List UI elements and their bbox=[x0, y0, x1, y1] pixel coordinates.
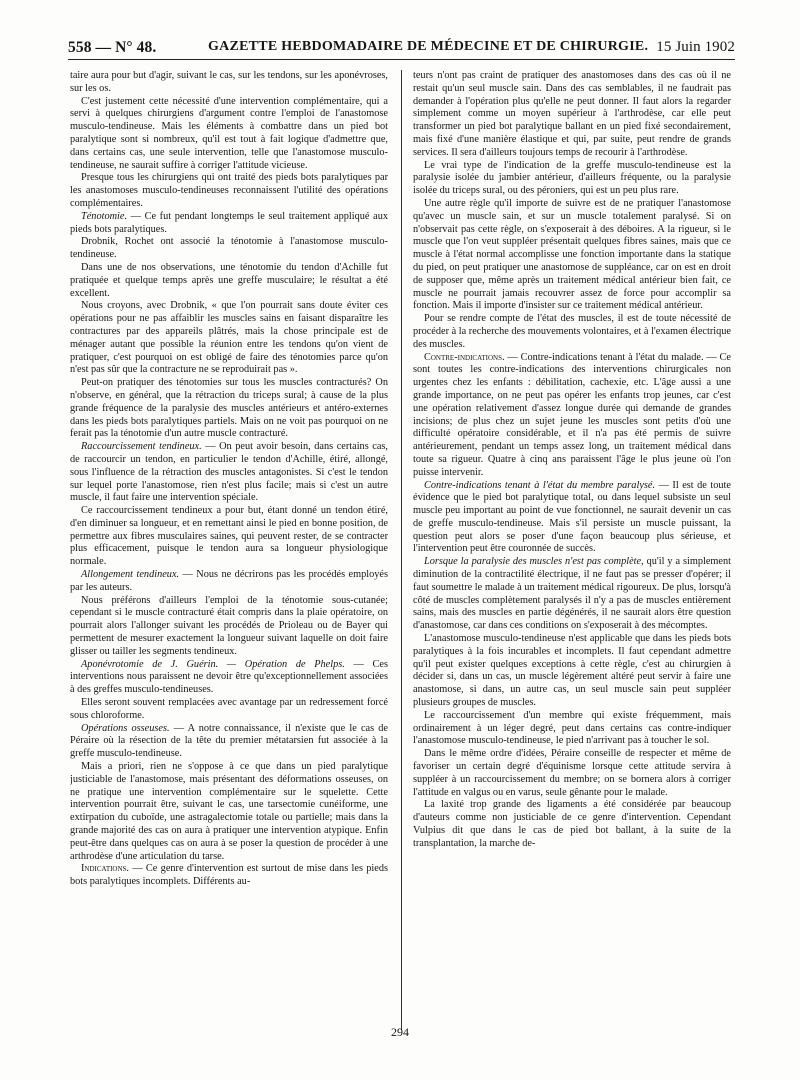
paragraph-lead: Ténotomie. bbox=[81, 210, 128, 222]
paragraph bbox=[413, 710, 731, 748]
paragraph-text: — On peut avoir besoin, dans certains cas, de raccourcir un tendon, en particulier le tendon d'Achille, étiré, allongé, sous l'influence de la rétraction des muscles antagonistes. Si c'est le tendon sur lequel porte l'anastomose, rien n'est plus facile; mais si c'est un autre muscle, il faut faire une intervention spéciale. bbox=[70, 441, 388, 504]
paragraph bbox=[413, 480, 731, 557]
paragraph-lead: Contre-indications. bbox=[424, 351, 505, 363]
paragraph bbox=[70, 697, 388, 723]
paragraph bbox=[413, 70, 731, 160]
paragraph-text: — Il est de toute évidence que le pied bot paralytique total, ou dans lequel subsiste un seul muscle peu important au point de vue fonctionnel, ne saurait devenir un cas de greffe musculo-tendineuse. Mais s'il persiste un muscle puissant, la question peut alors se poser d'une façon beaucoup plus sérieuse, et l'intervention peut être couronnée de succès. bbox=[413, 479, 731, 555]
paragraph bbox=[70, 863, 388, 889]
paragraph-text: La laxité trop grande des ligaments a été considérée par beaucoup d'auteurs comme non justiciable de ce genre d'intervention. Cependant Vulpius dit que dans le cas de pied bot ballant, à la suite de la transplantation, la marche de- bbox=[413, 799, 731, 849]
paragraph bbox=[413, 799, 731, 850]
folio-number: 294 bbox=[391, 1025, 409, 1039]
paragraph-text: Pour se rendre compte de l'état des muscles, il est de toute nécessité de procéder à la recherche des mouvements volontaires, et à l'examen électrique des muscles. bbox=[413, 313, 731, 350]
paragraph-text: — A notre connaissance, il n'existe que le cas de Péraire où la résection de la tête du premier métatarsien fut associée à la greffe musculo-tendineuse. bbox=[70, 722, 388, 760]
paragraph-text: — Ce genre d'intervention est surtout de mise dans les pieds bots paralytiques incomplets. Différents au- bbox=[70, 863, 388, 888]
paragraph bbox=[413, 198, 731, 313]
paragraph bbox=[413, 633, 731, 710]
paragraph-text: Drobnik, Rochet ont associé la ténotomie à l'anastomose musculo-tendineuse. bbox=[70, 236, 388, 261]
paragraph-text: taire aura pour but d'agir, suivant le cas, sur les tendons, sur les aponévroses, sur les os. bbox=[70, 70, 388, 94]
paragraph-lead: Allongement tendineux. bbox=[81, 569, 180, 581]
paragraph bbox=[70, 377, 388, 441]
paragraph-lead: Opérations osseuses. bbox=[81, 722, 170, 734]
paragraph bbox=[70, 441, 388, 505]
paragraph-text: — Nous ne décrirons pas les procédés employés par les auteurs. bbox=[70, 569, 388, 593]
paragraph-text: Nous préférons d'ailleurs l'emploi de la ténotomie sous-cutanée; cependant si le muscle contracturé était compris dans la plaie opératoire, on pourrait alors l'allonger suivant les procédés de Prioleau ou de Bayer qui permettent de mesurer exactement la longueur suivant laquelle on doit faire glisser ou tailler les segments tendineux. bbox=[70, 594, 388, 657]
left-column bbox=[70, 70, 388, 1050]
paragraph-text: C'est justement cette nécessité d'une intervention complémentaire, qui a servi à quelques chirurgiens d'argument contre l'emploi de l'anastomose musculo-tendineuse. Mais les éléments à combattre dans un pied bot paralytique sont si nombreux, qu'il est tout à fait logique d'admettre que, dans certains cas, une seule intervention, telle que l'anastomose musculo-tendineuse, ne saurait suffire à corriger l'attitude vicieuse. bbox=[70, 95, 388, 171]
paragraph-text: Dans une de nos observations, une ténotomie du tendon d'Achille fut pratiquée et quelque temps après une greffe musculaire; le résultat a été excellent. bbox=[70, 261, 388, 299]
paragraph-lead: Indications. bbox=[81, 863, 130, 875]
paragraph-text: Le raccourcissement d'un membre qui existe fréquemment, mais ordinairement à un léger degré, peut dans certains cas contre-indiquer l'anastomose musculo-tendineuse, le pied n'arrivant pas à toucher le sol. bbox=[413, 709, 731, 747]
paragraph-text: Une autre règle qu'il importe de suivre est de ne pratiquer l'anastomose qu'avec un muscle sain, et sur un muscle totalement paralysé. Si on n'observait pas cette règle, on s'exposerait à des déboires. A la rigueur, si le muscle que l'on veut suppléer présentait quelques fibres saines, mais que ce muscle à l'état normal accomplisse une fonction importante dans la statique du pied, on peut pratiquer une anastomose de suppléance, car on est en droit de supposer que, même après un traitement médical antérieur bien fait, ce muscle ne pourrait jamais recouvrer assez de force pour accomplir sa fonction. Mais il importe d'insister sur ce traitement médical antérieur. bbox=[413, 197, 731, 312]
header-rule bbox=[68, 59, 735, 60]
paragraph-text: Le vrai type de l'indication de la greffe musculo-tendineuse est la paralysie isolée du jambier antérieur, d'ailleurs fréquente, ou la paralysie isolée du triceps sural, ou des péroniers, qui est un peu plus rare. bbox=[413, 159, 731, 197]
paragraph bbox=[70, 659, 388, 697]
paragraph-text: Peut-on pratiquer des ténotomies sur tous les muscles contracturés? On n'observe, en général, que la rétraction du triceps sural; à cause de la plus grande fréquence de la paralysie des muscles antérieurs et antéro-externes dans les pieds bots paralytiques partiels. Mais on ne voit pas pourquoi on ne ferait pas la ténotomie d'un autre muscle contracturé. bbox=[70, 377, 388, 440]
paragraph bbox=[70, 595, 388, 659]
paragraph-text: Ce raccourcissement tendineux a pour but, étant donné un tendon étiré, d'en diminuer sa longueur, et en remettant ainsi le pied en bonne position, de permettre aux fibres musculaires saines, qui peuvent rester, de se contracter plus efficacement, puisque le tendon aura sa longueur physiologique normale. bbox=[70, 505, 388, 568]
paragraph bbox=[70, 723, 388, 761]
paragraph-text: — Ces interventions nous paraissent ne devoir être qu'exceptionnellement associées à des greffes musculo-tendineuses. bbox=[70, 658, 388, 696]
paragraph bbox=[70, 300, 388, 377]
paragraph bbox=[70, 236, 388, 262]
journal-title: GAZETTE HEBDOMADAIRE DE MÉDECINE ET DE CHIRURGIE. bbox=[208, 39, 649, 54]
paragraph bbox=[413, 556, 731, 633]
paragraph bbox=[70, 505, 388, 569]
paragraph-lead: Raccourcissement tendineux. bbox=[81, 441, 202, 453]
paragraph-text: Presque tous les chirurgiens qui ont traité des pieds bots paralytiques par les anastomoses musculo-tendineuses reconnaissent l'utilité des opérations complémentaires. bbox=[70, 172, 388, 209]
paragraph-text: L'anastomose musculo-tendineuse n'est applicable que dans les pieds bots paralytiques à la fois incurables et incomplets. Il faut cependant admettre qu'il peut exister quelques exceptions à cette règle, c'est au chirurgien à décider si, dans un cas, un muscle légèrement altéré peut servir à faire une anastomose, si dans, un autre cas, un seul muscle sain peut suppléer plusieurs groupes de muscles. bbox=[413, 633, 731, 709]
paragraph bbox=[413, 352, 731, 480]
paragraph bbox=[70, 70, 388, 96]
page-number: 558 — N° 48. bbox=[68, 39, 157, 56]
paragraph-text: Nous croyons, avec Drobnik, « que l'on pourrait sans doute éviter ces opérations pour ne pas affaiblir les muscles sains en faisant disparaître les contractures par des appareils plâtrés, mais la chose principale est de ménager autant que possible la réunion entre les tendons qu'on vient de pratiquer, c'est pourquoi on est obligé de faire des ténotomies parce qu'on n'est pas sûr que la contracture ne se reproduirait pas ». bbox=[70, 300, 388, 376]
running-header bbox=[68, 39, 735, 65]
paragraph bbox=[413, 160, 731, 198]
column-divider bbox=[401, 70, 402, 1030]
paragraph bbox=[70, 761, 388, 863]
paragraph bbox=[413, 313, 731, 351]
paragraph-lead: Contre-indications tenant à l'état du membre paralysé. bbox=[424, 479, 656, 491]
paragraph-lead: Lorsque la paralysie des muscles n'est pas complète, bbox=[424, 556, 644, 568]
paragraph-text: qu'il y a simplement diminution de la contractilité électrique, il ne faut pas se presser d'opérer; il faut soumettre le malade à un traitement médical rigoureux. De plus, lorsqu'à côté de muscles complètement paralysés il n'y a pas de muscles entièrement sains, mais des muscles en partie dégénérés, il ne saurait alors être question d'anastomose, car dans ces conditions on s'exposerait à des mécomptes. bbox=[413, 556, 731, 632]
paragraph bbox=[70, 262, 388, 300]
paragraph-text: — Contre-indications tenant à l'état du malade. — Ce sont toutes les contre-indications des interventions chirurgicales non urgentes chez les enfants : débilitation, cachexie, etc. L'âge aussi a une grande importance, on ne peut pas opérer les enfants trop jeunes, car c'est une opération relativement d'assez longue durée qui demande de grandes incisions; de plus chez un sujet jeune les muscles sont petits d'où une difficulté opératoire considérable, et il n'a pas été permis de suivre antérieurement, pendant un temps assez long, un traitement médical dans toute sa rigueur. Quatre à cinq ans paraissent l'âge le plus jeune où l'on puisse intervenir. bbox=[413, 351, 731, 478]
paragraph-text: Mais a priori, rien ne s'oppose à ce que dans un pied paralytique justiciable de l'anastomose, mais présentant des déformations osseuses, on ne pratique une intervention complémentaire sur le squelette. Cette intervention pourrait être, suivant le cas, une tarsectomie cunéiforme, une extirpation du cuboïde, une astragalectomie totale ou partielle; mais dans la grande majorité des cas on aura à pratiquer une intervention atypique. Enfin peut-être dans quelques cas on aura à se poser la question de procéder à une arthrodèse d'une articulation du tarse. bbox=[70, 761, 388, 862]
paragraph bbox=[70, 96, 388, 173]
paragraph bbox=[70, 211, 388, 237]
paragraph bbox=[70, 569, 388, 595]
paragraph-lead: Aponévrotomie de J. Guérin. — Opération de Phelps. bbox=[81, 658, 345, 670]
paragraph-text: Elles seront souvent remplacées avec avantage par un redressement forcé sous chloroforme. bbox=[70, 697, 388, 721]
issue-date: 15 Juin 1902 bbox=[656, 39, 735, 55]
paragraph-text: — Ce fut pendant longtemps le seul traitement appliqué aux pieds bots paralytiques. bbox=[70, 210, 388, 235]
paragraph bbox=[70, 172, 388, 210]
paragraph-text: Dans le même ordre d'idées, Péraire conseille de respecter et même de favoriser un certain degré d'équinisme lorsque cette attitude servira à suppléer à un raccourcissement du membre; on se bornera alors à corriger l'attitude en valgus ou en varus, seule gênante pour le malade. bbox=[413, 748, 731, 798]
paragraph-text: teurs n'ont pas craint de pratiquer des anastomoses dans des cas où il ne restait qu'un seul muscle sain. Dans des cas semblables, il ne faudrait pas demander à l'opération plus qu'elle ne peut donner. Il faut alors la regarder simplement comme un moyen supérieur à l'arthrodèse, car elle peut transformer un pied bot paralytique ballant en un pied fixé secondairement, mais fixé d'une manière élastique et qui, par suite, peut rendre de grands services. Il sera d'ailleurs toujours temps de recourir à l'arthrodèse. bbox=[413, 70, 731, 158]
paragraph bbox=[413, 748, 731, 799]
right-column bbox=[413, 70, 731, 1050]
